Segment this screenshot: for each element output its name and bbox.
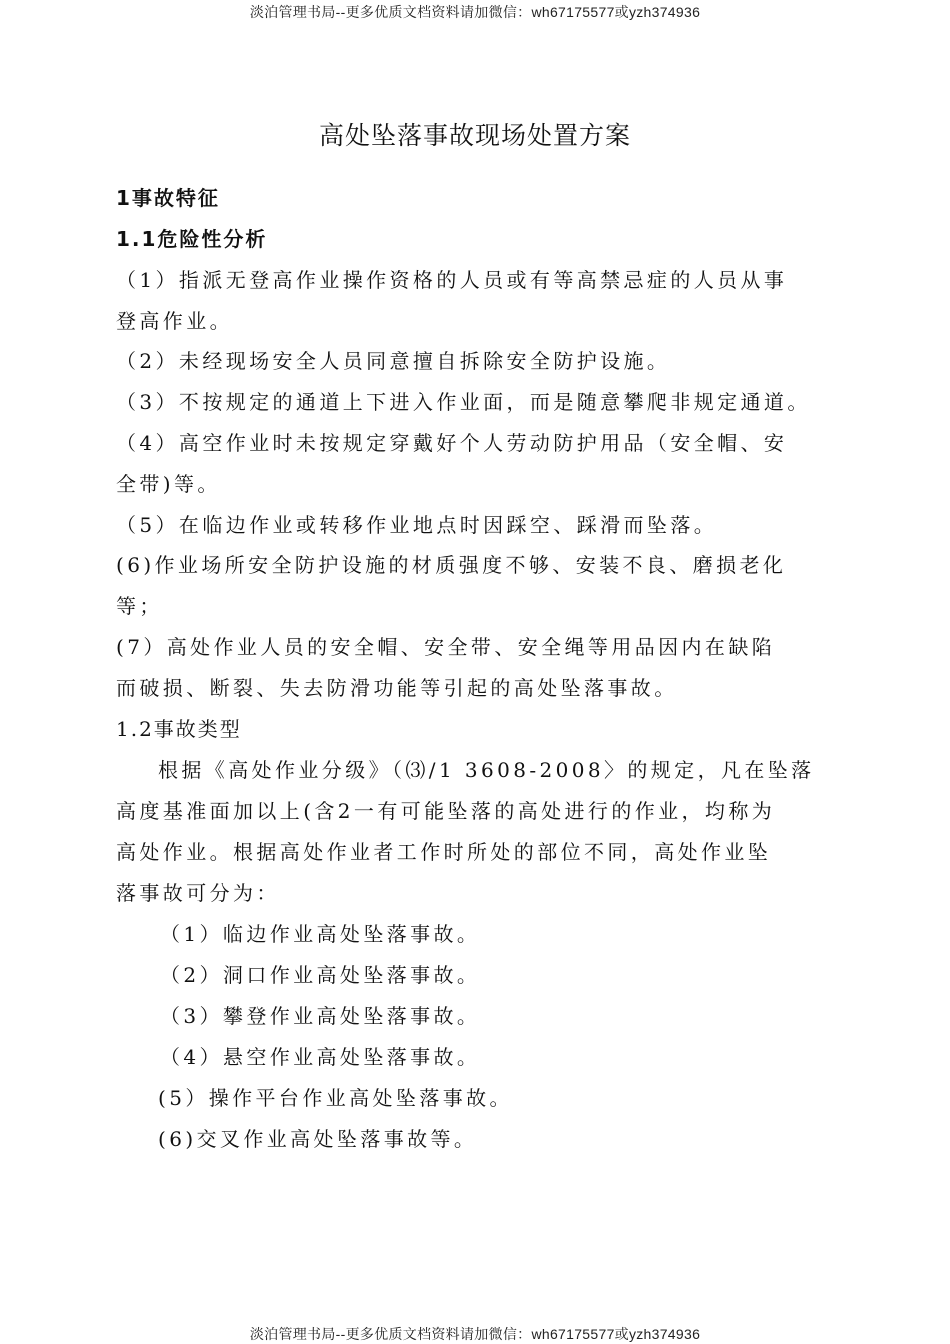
paragraph-line: 落事故可分为： xyxy=(116,881,280,905)
paragraph-line: 高度基准面加以上(含2一有可能坠落的高处进行的作业，均称为 xyxy=(116,799,776,823)
hazard-line: (6)作业场所安全防护设施的材质强度不够、安装不良、磨损老化 xyxy=(116,553,787,577)
paragraph-line: 根据《高处作业分级》（⑶/1 3608-2008〉的规定，凡在坠落 xyxy=(158,758,815,782)
hazard-line: （2）未经现场安全人员同意擅自拆除安全防护设施。 xyxy=(116,349,671,373)
hazard-line: （5）在临边作业或转移作业地点时因踩空、踩滑而坠落。 xyxy=(116,513,718,537)
header-watermark: 淡泊管理书局--更多优质文档资料请加微信：wh67175577或yzh374936 xyxy=(249,4,701,20)
list-item: (6)交叉作业高处坠落事故等。 xyxy=(158,1127,478,1151)
list-item: （1）临边作业高处坠落事故。 xyxy=(160,922,481,946)
list-item: （2）洞口作业高处坠落事故。 xyxy=(160,963,481,987)
hazard-line: 全带)等。 xyxy=(116,472,221,496)
hazard-line: 而破损、断裂、失去防滑功能等引起的高处坠落事故。 xyxy=(116,676,678,700)
paragraph-line: 高处作业。根据高处作业者工作时所处的部位不同，高处作业坠 xyxy=(116,840,772,864)
hazard-line: 登高作业。 xyxy=(116,309,233,333)
list-item: （3）攀登作业高处坠落事故。 xyxy=(160,1004,481,1028)
hazard-line: 等； xyxy=(116,594,163,618)
hazard-line: （4）高空作业时未按规定穿戴好个人劳动防护用品（安全帽、安 xyxy=(116,431,788,455)
document-title: 高处坠落事故现场处置方案 xyxy=(318,121,631,150)
footer-watermark: 淡泊管理书局--更多优质文档资料请加微信：wh67175577或yzh374936 xyxy=(249,1326,701,1342)
hazard-line: (7）高处作业人员的安全帽、安全带、安全绳等用品因内在缺陷 xyxy=(116,635,776,659)
subsection-heading: 1.1危险性分析 xyxy=(116,227,268,251)
section-heading: 1事故特征 xyxy=(116,186,220,210)
hazard-line: （1）指派无登高作业操作资格的人员或有等高禁忌症的人员从事 xyxy=(116,268,788,292)
hazard-line: （3）不按规定的通道上下进入作业面，而是随意攀爬非规定通道。 xyxy=(116,390,811,414)
list-item: （4）悬空作业高处坠落事故。 xyxy=(160,1045,481,1069)
list-item: (5）操作平台作业高处坠落事故。 xyxy=(158,1086,513,1110)
subsection-heading: 1.2事故类型 xyxy=(116,717,242,741)
